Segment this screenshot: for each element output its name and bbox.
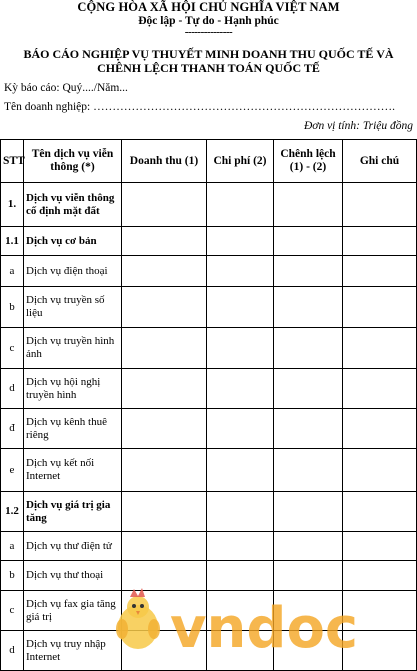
table-row bbox=[1, 369, 417, 409]
report-title-line-2: CHÊNH LỆCH THANH TOÁN QUỐC TẾ bbox=[97, 61, 320, 75]
row-notes-cell[interactable] bbox=[343, 256, 417, 287]
row-cost-cell[interactable] bbox=[207, 227, 274, 256]
table-header-row bbox=[1, 140, 417, 183]
row-cost-cell[interactable] bbox=[207, 328, 274, 369]
row-cost-cell[interactable] bbox=[207, 492, 274, 532]
motto-divider: --------------- bbox=[184, 26, 233, 38]
row-revenue-cell[interactable] bbox=[122, 256, 207, 287]
row-cost-cell[interactable] bbox=[207, 256, 274, 287]
header-cost: Chi phí (2) bbox=[207, 140, 274, 183]
row-cost-cell[interactable] bbox=[207, 287, 274, 328]
row-revenue-cell[interactable] bbox=[122, 409, 207, 449]
row-revenue-cell[interactable] bbox=[122, 492, 207, 532]
row-notes-cell[interactable] bbox=[343, 409, 417, 449]
header-stt: STT bbox=[1, 140, 24, 183]
header-service-name: Tên dịch vụ viễn thông (*) bbox=[24, 140, 122, 183]
brand-text: vndoc bbox=[170, 596, 359, 661]
row-stt: 1.2 bbox=[1, 492, 24, 532]
table-row bbox=[1, 328, 417, 369]
row-stt: e bbox=[1, 449, 24, 492]
chick-mascot-icon bbox=[116, 588, 160, 649]
row-stt: 1.1 bbox=[1, 227, 24, 256]
row-difference-cell[interactable] bbox=[274, 183, 343, 227]
row-revenue-cell[interactable] bbox=[122, 369, 207, 409]
header-difference: Chênh lệch (1) - (2) bbox=[274, 140, 343, 183]
row-stt: 1. bbox=[1, 183, 24, 227]
row-stt: d bbox=[1, 631, 24, 671]
report-period: Kỳ báo cáo: Quý..../Năm... bbox=[4, 82, 128, 94]
row-revenue-cell[interactable] bbox=[122, 227, 207, 256]
row-stt: b bbox=[1, 561, 24, 591]
row-notes-cell[interactable] bbox=[343, 369, 417, 409]
row-cost-cell[interactable] bbox=[207, 369, 274, 409]
row-stt: a bbox=[1, 256, 24, 287]
table-row bbox=[1, 183, 417, 227]
table-row bbox=[1, 409, 417, 449]
row-cost-cell[interactable] bbox=[207, 532, 274, 561]
row-cost-cell[interactable] bbox=[207, 409, 274, 449]
row-revenue-cell[interactable] bbox=[122, 287, 207, 328]
row-difference-cell[interactable] bbox=[274, 532, 343, 561]
row-stt: c bbox=[1, 591, 24, 631]
row-cost-cell[interactable] bbox=[207, 449, 274, 492]
table-row bbox=[1, 449, 417, 492]
row-notes-cell[interactable] bbox=[343, 328, 417, 369]
row-cost-cell[interactable] bbox=[207, 183, 274, 227]
row-stt: a bbox=[1, 532, 24, 561]
row-service-name: Dịch vụ cơ bản bbox=[24, 227, 122, 256]
row-notes-cell[interactable] bbox=[343, 287, 417, 328]
row-service-name: Dịch vụ hội nghị truyền hình bbox=[24, 369, 122, 409]
row-service-name: Dịch vụ viễn thông cố định mặt đất bbox=[24, 183, 122, 227]
row-notes-cell[interactable] bbox=[343, 227, 417, 256]
row-difference-cell[interactable] bbox=[274, 492, 343, 532]
row-stt: d bbox=[1, 369, 24, 409]
row-stt: c bbox=[1, 328, 24, 369]
row-service-name: Dịch vụ điện thoại bbox=[24, 256, 122, 287]
unit-label: Đơn vị tính: Triệu đồng bbox=[304, 120, 413, 132]
row-service-name: Dịch vụ thư điện tử bbox=[24, 532, 122, 561]
row-service-name: Dịch vụ truyền hình ảnh bbox=[24, 328, 122, 369]
table-row bbox=[1, 227, 417, 256]
nation-title: CỘNG HÒA XÃ HỘI CHỦ NGHĨA VIỆT NAM bbox=[77, 0, 340, 14]
enterprise-name-line: Tên doanh nghiệp: ……………………………………………………………………. bbox=[4, 101, 395, 113]
row-difference-cell[interactable] bbox=[274, 328, 343, 369]
row-notes-cell[interactable] bbox=[343, 183, 417, 227]
row-difference-cell[interactable] bbox=[274, 409, 343, 449]
header-notes: Ghi chú bbox=[343, 140, 417, 183]
table-row bbox=[1, 256, 417, 287]
row-notes-cell[interactable] bbox=[343, 449, 417, 492]
row-service-name: Dịch vụ kết nối Internet bbox=[24, 449, 122, 492]
row-service-name: Dịch vụ truyền số liệu bbox=[24, 287, 122, 328]
table-row bbox=[1, 532, 417, 561]
row-difference-cell[interactable] bbox=[274, 449, 343, 492]
row-service-name: Dịch vụ truy nhập Internet bbox=[24, 631, 122, 671]
row-difference-cell[interactable] bbox=[274, 287, 343, 328]
row-revenue-cell[interactable] bbox=[122, 183, 207, 227]
row-difference-cell[interactable] bbox=[274, 256, 343, 287]
row-stt: b bbox=[1, 287, 24, 328]
row-stt: đ bbox=[1, 409, 24, 449]
row-service-name: Dịch vụ thư thoại bbox=[24, 561, 122, 591]
row-revenue-cell[interactable] bbox=[122, 328, 207, 369]
table-row bbox=[1, 492, 417, 532]
table-row bbox=[1, 287, 417, 328]
row-revenue-cell[interactable] bbox=[122, 449, 207, 492]
row-notes-cell[interactable] bbox=[343, 492, 417, 532]
motto: Độc lập - Tự do - Hạnh phúc bbox=[138, 15, 279, 27]
row-service-name: Dịch vụ kênh thuê riêng bbox=[24, 409, 122, 449]
header-revenue: Doanh thu (1) bbox=[122, 140, 207, 183]
row-service-name: Dịch vụ giá trị gia tăng bbox=[24, 492, 122, 532]
row-difference-cell[interactable] bbox=[274, 369, 343, 409]
row-difference-cell[interactable] bbox=[274, 227, 343, 256]
row-notes-cell[interactable] bbox=[343, 532, 417, 561]
vndoc-watermark bbox=[108, 585, 408, 661]
report-title-line-1: BÁO CÁO NGHIỆP VỤ THUYẾT MINH DOANH THU QUỐC TẾ VÀ bbox=[23, 47, 394, 61]
row-service-name: Dịch vụ fax gia tăng giá trị bbox=[24, 591, 122, 631]
row-revenue-cell[interactable] bbox=[122, 532, 207, 561]
